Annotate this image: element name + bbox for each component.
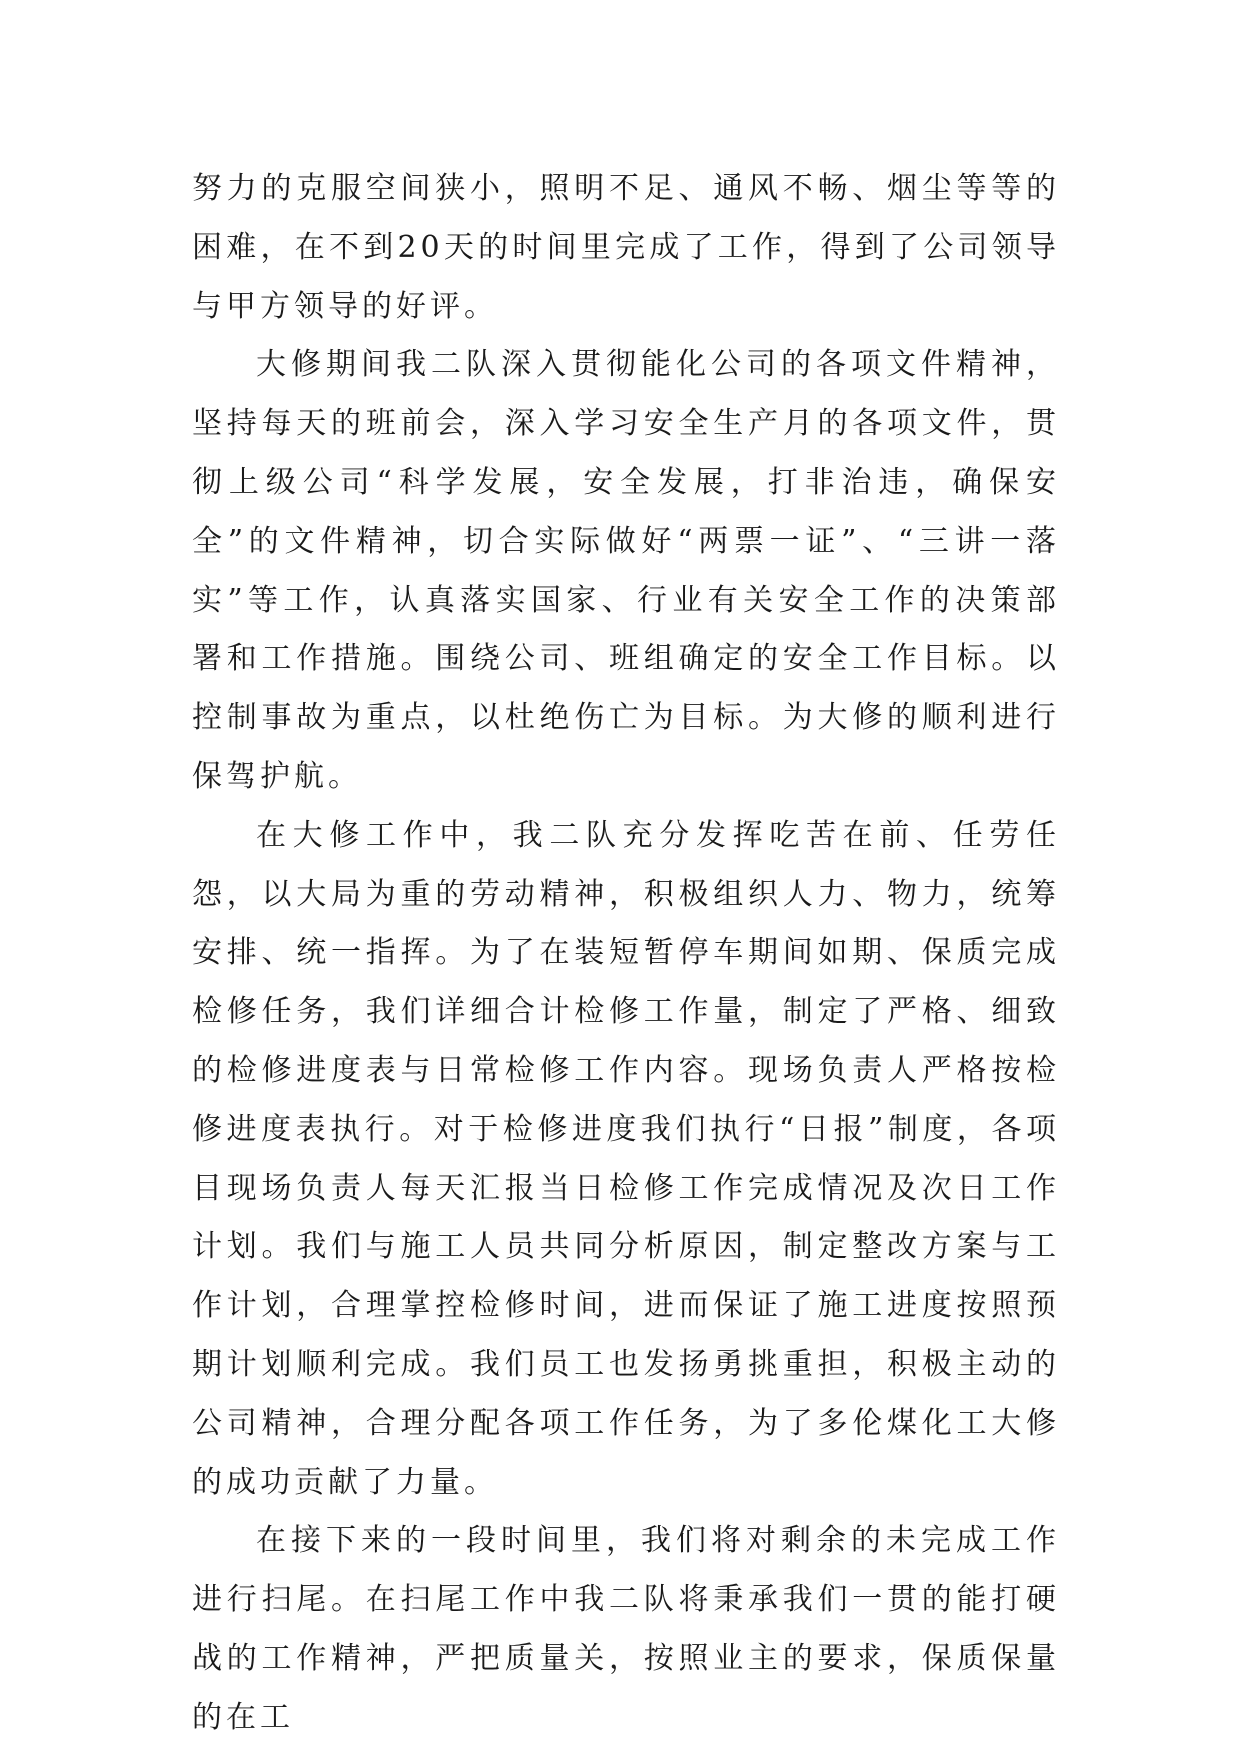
paragraph-1: 努力的克服空间狭小，照明不足、通风不畅、烟尘等等的困难，在不到20天的时间里完成了工作，得到了公司领导与甲方领导的好评。 [192,171,1060,324]
body-text [192,160,1060,1748]
paragraph-3: 在大修工作中，我二队充分发挥吃苦在前、任劳任怨，以大局为重的劳动精神，积极组织人力、物力，统筹安排、统一指挥。为了在装短暂停车期间如期、保质完成检修任务，我们详细合计检修工作量，制定了严格、细致的检修进度表与日常检修工作内容。现场负责人严格按检修进度表执行。对于检修进度我们执行“日报”制度，各项目现场负责人每天汇报当日检修工作完成情况及次日工作计划。我们与施工人员共同分析原因，制定整改方案与工作计划，合理掌控检修时间，进而保证了施工进度按照预期计划顺利完成。我们员工也发扬勇挑重担，积极主动的公司精神，合理分配各项工作任务，为了多伦煤化工大修的成功贡献了力量。 [192,817,1060,1500]
paragraph-4: 在接下来的一段时间里，我们将对剩余的未完成工作进行扫尾。在扫尾工作中我二队将秉承我们一贯的能打硬战的工作精神，严把质量关，按照业主的要求，保质保量的在工 [192,1523,1060,1735]
paragraph-2: 大修期间我二队深入贯彻能化公司的各项文件精神，坚持每天的班前会，深入学习安全生产月的各项文件，贯彻上级公司“科学发展，安全发展，打非治违，确保安全”的文件精神，切合实际做好“两票一证”、“三讲一落实”等工作，认真落实国家、行业有关安全工作的决策部署和工作措施。围绕公司、班组确定的安全工作目标。以控制事故为重点，以杜绝伤亡为目标。为大修的顺利进行保驾护航。 [192,347,1060,794]
